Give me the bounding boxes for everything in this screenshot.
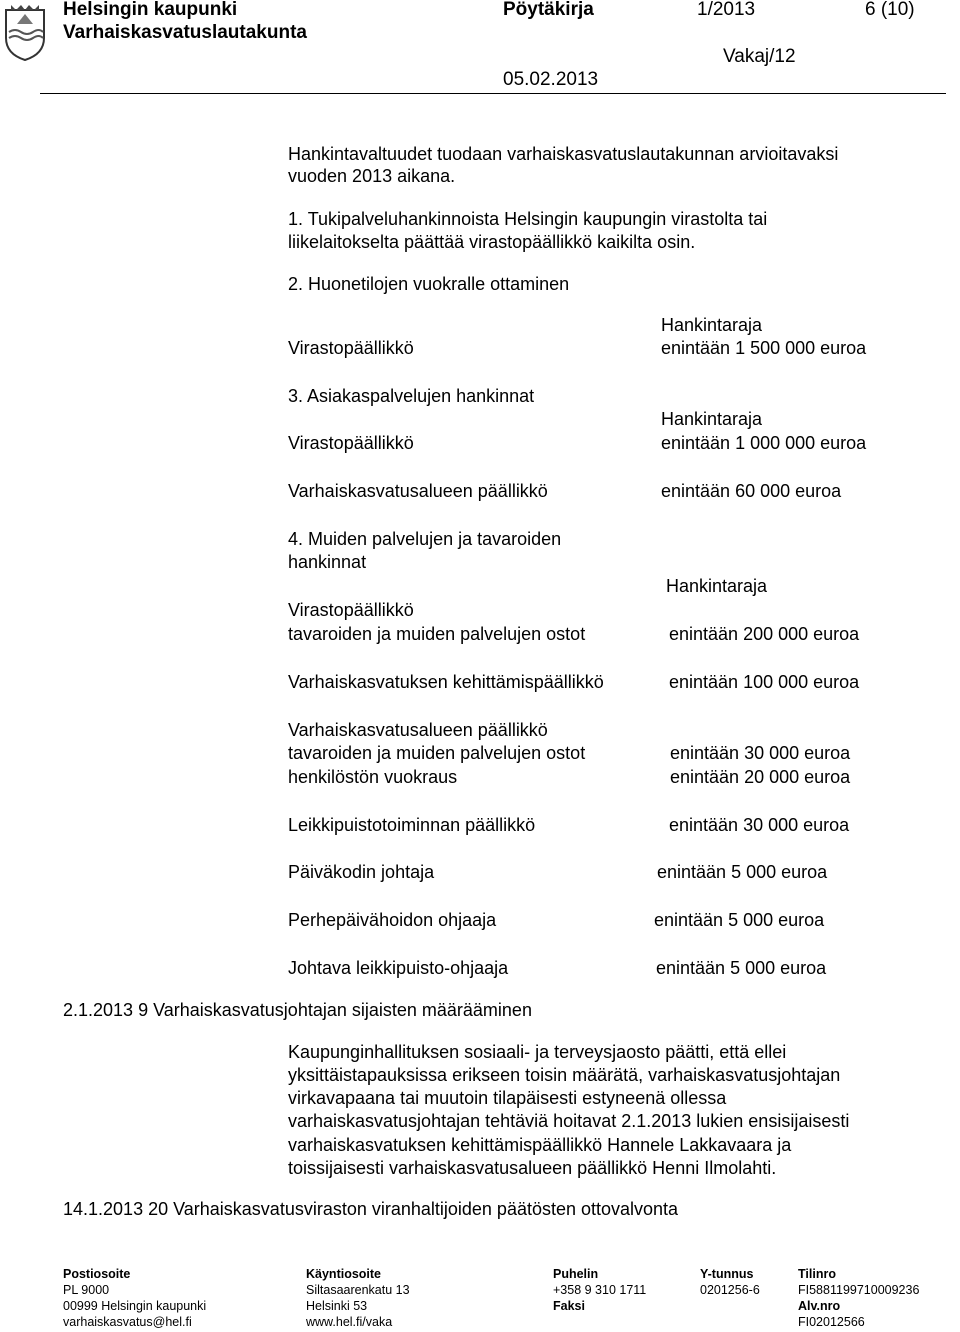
footer-postal-city: 00999 Helsingin kaupunki: [63, 1299, 207, 1313]
decision-9-paragraph-line-5: varhaiskasvatuksen kehittämispäällikkö Hannele Lakkavaara ja: [288, 1135, 792, 1155]
item-4-role-1: Virastopäällikkö: [288, 600, 414, 620]
item-4-amount-4: enintään 30 000 euroa: [669, 815, 850, 835]
item-4-role-2: Varhaiskasvatuksen kehittämispäällikkö: [288, 672, 604, 692]
page-number: 6 (10): [865, 0, 915, 20]
item-4-role-5: Päiväkodin johtaja: [288, 862, 435, 882]
footer-visit-street: Siltasaarenkatu 13: [306, 1283, 410, 1297]
decision-9-paragraph-line-3: virkavapaana tai muutoin tilapäisesti estyneenä ollessa: [288, 1088, 727, 1108]
item-4-role-3: Varhaiskasvatusalueen päällikkö: [288, 720, 548, 740]
item-4-amount-3b: enintään 20 000 euroa: [670, 767, 851, 787]
item-4-limit-label: Hankintaraja: [666, 576, 768, 596]
footer-visit-city: Helsinki 53: [306, 1299, 368, 1313]
decision-9-paragraph-line-6: toissijaisesti varhaiskasvatusalueen päällikkö Henni Ilmolahti.: [288, 1158, 777, 1178]
item-3-amount-2: enintään 60 000 euroa: [661, 481, 842, 501]
footer-tilinro-label: Tilinro: [798, 1267, 836, 1281]
footer-alvnro-label: Alv.nro: [798, 1299, 841, 1313]
item-2-role: Virastopäällikkö: [288, 338, 414, 358]
footer-tilinro-value: FI5881199710009236: [798, 1283, 920, 1297]
item-4-role-6: Perhepäivähoidon ohjaaja: [288, 910, 497, 930]
decision-9-paragraph-line-2: yksittäistapauksissa erikseen toisin määrätä, varhaiskasvatusjohtajan: [288, 1065, 841, 1085]
document-type: Pöytäkirja: [503, 0, 594, 20]
item-3-role-2: Varhaiskasvatusalueen päällikkö: [288, 481, 548, 501]
item-1-line-1: 1. Tukipalveluhankinnoista Helsingin kaupungin virastolta tai: [288, 209, 768, 229]
item-4-amount-6: enintään 5 000 euroa: [654, 910, 825, 930]
decision-9-paragraph-line-1: Kaupunginhallituksen sosiaali- ja terveysjaosto päätti, että ellei: [288, 1042, 787, 1062]
decision-9-paragraph-line-4: varhaiskasvatusjohtajan tehtäviä hoitavat 2.1.2013 lukien ensisijaisesti: [288, 1111, 850, 1131]
issue-number: 1/2013: [697, 0, 756, 20]
item-4-role-7: Johtava leikkipuisto-ohjaaja: [288, 958, 509, 978]
item-2-amount: enintään 1 500 000 euroa: [661, 338, 867, 358]
item-4-amount-2: enintään 100 000 euroa: [669, 672, 860, 692]
intro-line-1: Hankintavaltuudet tuodaan varhaiskasvatuslautakunnan arvioitavaksi: [288, 144, 839, 164]
footer-visit-label: Käyntiosoite: [306, 1267, 382, 1281]
footer-ytunnus-value: 0201256-6: [700, 1283, 760, 1297]
item-4-role-4: Leikkipuistotoiminnan päällikkö: [288, 815, 536, 835]
footer-postal-box: PL 9000: [63, 1283, 110, 1297]
item-4-amount-7: enintään 5 000 euroa: [656, 958, 827, 978]
item-4-amount-5: enintään 5 000 euroa: [657, 862, 828, 882]
item-3-heading: 3. Asiakaspalvelujen hankinnat: [288, 386, 535, 406]
footer-email[interactable]: varhaiskasvatus@hel.fi: [63, 1315, 192, 1329]
footer-fax-label: Faksi: [553, 1299, 585, 1313]
header-divider: [40, 93, 946, 94]
item-4-heading-line-1: 4. Muiden palvelujen ja tavaroiden: [288, 529, 562, 549]
footer-website[interactable]: www.hel.fi/vaka: [306, 1315, 393, 1329]
meeting-date: 05.02.2013: [503, 69, 599, 90]
item-3-limit-label: Hankintaraja: [661, 409, 763, 429]
item-3-amount-1: enintään 1 000 000 euroa: [661, 433, 867, 453]
footer-ytunnus-label: Y-tunnus: [700, 1267, 754, 1281]
intro-line-2: vuoden 2013 aikana.: [288, 166, 456, 186]
footer-postal-label: Postiosoite: [63, 1267, 131, 1281]
decision-20-heading: 14.1.2013 20 Varhaiskasvatusviraston viranhaltijoiden päätösten ottovalvonta: [63, 1199, 679, 1219]
case-reference: Vakaj/12: [723, 46, 796, 67]
item-2-limit-label: Hankintaraja: [661, 315, 763, 335]
organization-name: Helsingin kaupunki: [63, 0, 238, 20]
footer-phone-label: Puhelin: [553, 1267, 599, 1281]
item-3-role-1: Virastopäällikkö: [288, 433, 414, 453]
helsinki-crest-logo: [3, 2, 47, 62]
item-1-line-2: liikelaitokselta päättää virastopäällikkö kaikilta osin.: [288, 232, 696, 252]
item-4-amount-1: enintään 200 000 euroa: [669, 624, 860, 644]
footer-phone-number: +358 9 310 1711: [553, 1283, 647, 1297]
decision-9-heading: 2.1.2013 9 Varhaiskasvatusjohtajan sijaisten määrääminen: [63, 1000, 532, 1020]
item-4-role-3-sub-2: henkilöstön vuokraus: [288, 767, 458, 787]
footer-alvnro-value: FI02012566: [798, 1315, 865, 1329]
item-4-heading-line-2: hankinnat: [288, 552, 367, 572]
item-4-role-3-sub-1: tavaroiden ja muiden palvelujen ostot: [288, 743, 586, 763]
item-2-heading: 2. Huonetilojen vuokralle ottaminen: [288, 274, 570, 294]
item-4-role-1-sub: tavaroiden ja muiden palvelujen ostot: [288, 624, 586, 644]
board-name: Varhaiskasvatuslautakunta: [63, 22, 307, 43]
item-4-amount-3a: enintään 30 000 euroa: [670, 743, 851, 763]
